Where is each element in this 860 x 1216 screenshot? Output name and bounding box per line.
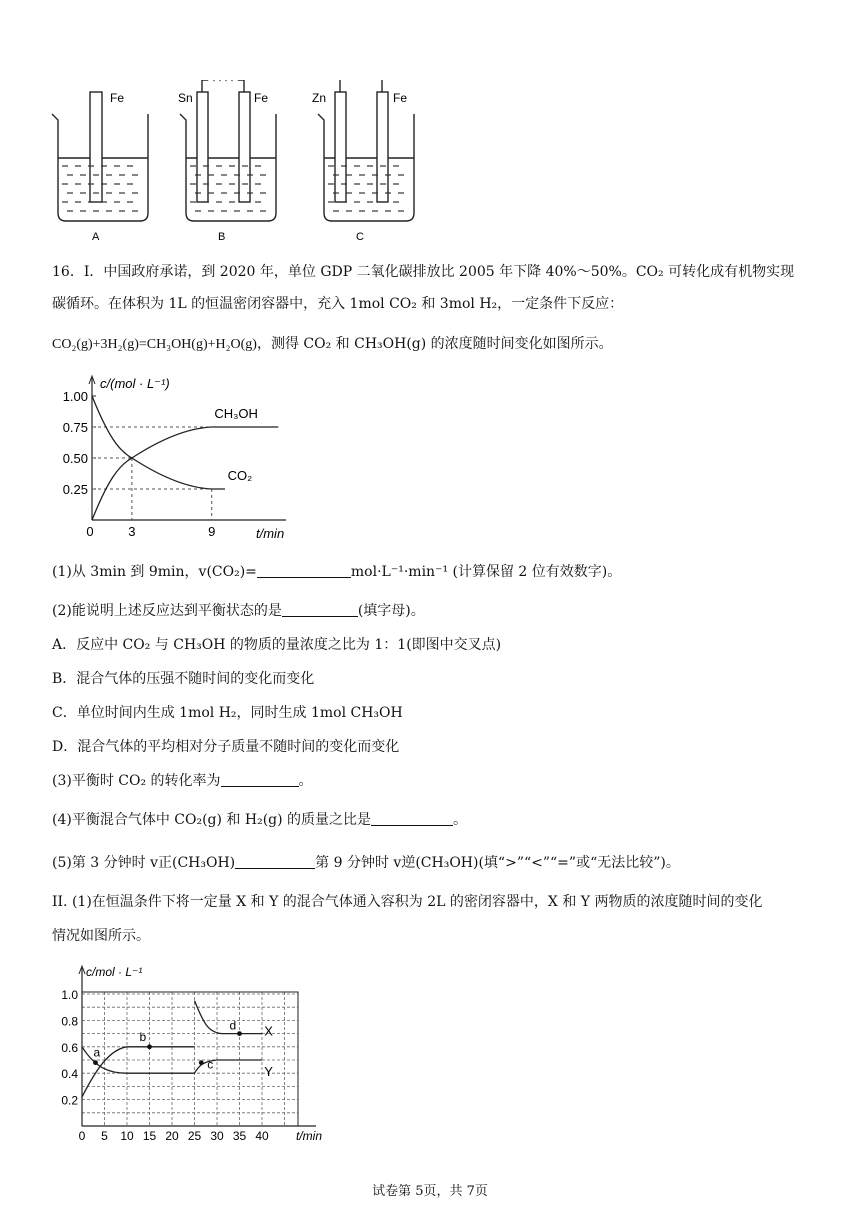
- series-co2-label: CO₂: [227, 468, 253, 483]
- part3-prefix: (3)平衡时 CO₂ 的转化率为: [52, 773, 221, 789]
- q16-part4: [52, 810, 467, 830]
- x-tick-label: 30: [210, 1129, 224, 1143]
- x-tick-label: 3: [128, 524, 136, 539]
- caption-a: A: [92, 231, 100, 243]
- page-footer: 试卷第 5页，共 7页: [372, 1184, 488, 1199]
- part2-prefix: (2)能说明上述反应达到平衡状态的是: [52, 603, 282, 619]
- x-tick-label: 15: [142, 1129, 157, 1143]
- answer-blank-5[interactable]: [235, 854, 315, 869]
- x-tick-label: 5: [101, 1129, 108, 1143]
- option-d: D．混合气体的平均相对分子质量不随时间的变化而变化: [52, 739, 400, 755]
- q16-part2: [52, 601, 425, 621]
- series-ch3oh-label: CH₃OH: [214, 406, 258, 421]
- option-c: C．单位时间内生成 1mol H₂，同时生成 1mol CH₃OH: [52, 705, 403, 721]
- x-tick-label: 35: [232, 1129, 247, 1143]
- point-label-b: b: [139, 1029, 147, 1044]
- q16-part3: [52, 771, 313, 791]
- y-tick-label: 0.6: [61, 1040, 78, 1055]
- y-tick-label: 0.25: [62, 482, 88, 497]
- part4-prefix: (4)平衡混合气体中 CO₂(g) 和 H₂(g) 的质量之比是: [52, 812, 372, 828]
- x-tick-label: 20: [165, 1129, 179, 1143]
- beakers-figure: [40, 80, 440, 250]
- option-b: B．混合气体的压强不随时间的变化而变化: [52, 671, 315, 687]
- x-tick-label: 25: [187, 1129, 202, 1143]
- y-tick-label: 0.4: [61, 1067, 78, 1082]
- q16-equation-line: [52, 334, 613, 355]
- electrode-label-fe-a: Fe: [110, 91, 125, 105]
- q16-part5: [52, 853, 680, 873]
- x-tick-label: 9: [208, 524, 216, 539]
- electrode-label-zn: Zn: [312, 91, 327, 105]
- answer-blank-2[interactable]: [282, 602, 358, 617]
- series-y-label: Y: [264, 1064, 273, 1079]
- electrode-label-fe-c: Fe: [393, 91, 408, 105]
- part5-suffix: 第 9 分钟时 v逆(CH₃OH)(填“>”“<”“=”或“无法比较”)。: [315, 855, 680, 871]
- y-axis-label: c/mol · L⁻¹: [86, 965, 143, 979]
- y-tick-label: 0.50: [62, 451, 88, 466]
- point-marker-b: [147, 1044, 152, 1049]
- x-axis-label: t/min: [296, 1129, 323, 1143]
- electrode-label-fe-b: Fe: [254, 91, 269, 105]
- y-tick-label: 0.2: [61, 1093, 78, 1108]
- q16-intro-line2: 碳循环。在体积为 1L 的恒温密闭容器中，充入 1mol CO₂ 和 3mol H₂，一定条件下反应：: [52, 296, 624, 312]
- point-marker-d: [237, 1031, 242, 1036]
- electrode-label-sn: Sn: [178, 91, 193, 105]
- point-label-a: a: [93, 1045, 101, 1060]
- caption-b: B: [218, 231, 226, 243]
- answer-blank-4[interactable]: [371, 811, 453, 826]
- caption-c: C: [356, 231, 364, 243]
- plot-frame: [82, 992, 298, 1126]
- q16-partII-line1: II. (1)在恒温条件下将一定量 X 和 Y 的混合气体通入容积为 2L 的密闭容器中，X 和 Y 两物质的浓度随时间的变化: [52, 894, 763, 910]
- y-tick-label: 1.00: [62, 389, 88, 404]
- y-tick-label: 0.8: [61, 1014, 78, 1029]
- option-a: A．反应中 CO₂ 与 CH₃OH 的物质的量浓度之比为 1：1(即图中交叉点): [52, 637, 502, 653]
- part2-suffix: (填字母)。: [357, 603, 425, 619]
- y-tick-label: 1.0: [61, 988, 78, 1002]
- part3-suffix: 。: [298, 773, 313, 789]
- x-axis-label: t/min: [256, 526, 285, 541]
- part4-suffix: 。: [453, 812, 468, 828]
- series-x-label: X: [264, 1023, 273, 1039]
- answer-blank-1[interactable]: [257, 563, 351, 578]
- x-tick-label: 0: [78, 1129, 86, 1143]
- x-tick-label: 40: [255, 1129, 269, 1143]
- q16-partII-line2: 情况如图所示。: [52, 928, 150, 944]
- point-marker-a: [93, 1060, 98, 1065]
- part1-suffix: mol·L⁻¹·min⁻¹ (计算保留 2 位有效数字)。: [350, 564, 622, 580]
- point-label-c: c: [207, 1057, 214, 1072]
- reaction-equation: CO₂(g)+3H₂(g)=CH₃OH(g)+H₂O(g): [52, 337, 257, 352]
- q16-intro-line1: 16．I．中国政府承诺，到 2020 年，单位 GDP 二氧化碳排放比 2005 年下降 40%～50%。CO₂ 可转化成有机物实现: [52, 264, 795, 280]
- x-tick-label: 10: [120, 1129, 134, 1143]
- point-marker-c: [199, 1060, 204, 1065]
- y-axis-label: c/(mol · L⁻¹): [100, 376, 170, 391]
- concentration-chart-co2-ch3oh: [48, 370, 298, 546]
- equation-tail: ，测得 CO₂ 和 CH₃OH(g) 的浓度随时间变化如图所示。: [256, 336, 613, 352]
- x-tick-label: 0: [86, 524, 94, 539]
- concentration-chart-x-y: [48, 962, 328, 1146]
- point-label-d: d: [229, 1018, 237, 1033]
- part1-prefix: (1)从 3min 到 9min，v(CO₂)=: [52, 564, 257, 580]
- y-tick-label: 0.75: [62, 420, 88, 435]
- q16-part1: [52, 562, 621, 582]
- answer-blank-3[interactable]: [221, 772, 299, 787]
- part5-prefix: (5)第 3 分钟时 v正(CH₃OH): [52, 855, 236, 871]
